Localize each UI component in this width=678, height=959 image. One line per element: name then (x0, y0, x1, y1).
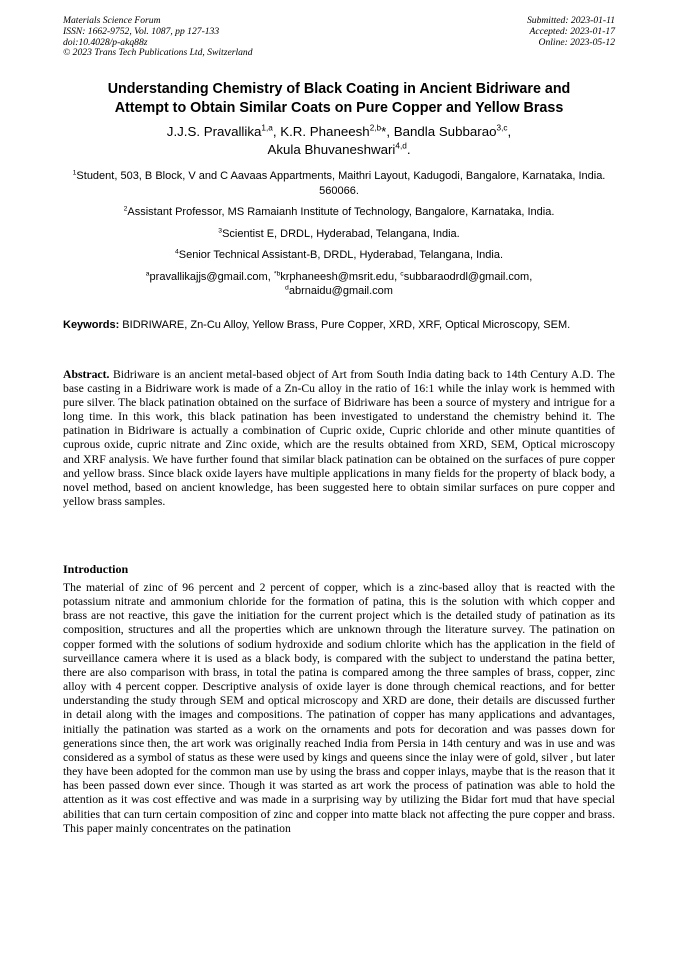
abstract (63, 368, 615, 509)
email-address[interactable]: pravallikajjs@gmail.com, (149, 270, 274, 283)
affiliation-text: Assistant Professor, MS Ramaianh Institute of Technology, Bangalore, Karnataka, India. (127, 206, 555, 218)
affiliation-text: Senior Technical Assistant-B, DRDL, Hyderabad, Telangana, India. (178, 249, 504, 261)
affiliation (63, 248, 615, 263)
author-separator: . (406, 142, 411, 157)
keywords (63, 318, 615, 333)
author-emails (63, 270, 615, 299)
affiliation (63, 169, 615, 198)
author-separator: , (272, 124, 281, 139)
author-affiliation-mark: 2,b (369, 123, 382, 133)
author-name: Akula Bhuvaneshwari (267, 142, 396, 157)
affiliation (63, 227, 615, 242)
affiliation-number: 2 (123, 205, 128, 213)
affiliation-number: 1 (72, 169, 77, 177)
email-mark: d (285, 284, 289, 292)
accepted-date: Accepted: 2023-01-17 (529, 25, 615, 37)
affiliation (63, 205, 615, 220)
affiliations (63, 169, 615, 299)
email-mark: c (400, 269, 404, 277)
journal-doi: doi:10.4028/p-akq88z (63, 36, 148, 48)
author-name: K.R. Phaneesh (280, 124, 370, 139)
affiliation-text: Scientist E, DRDL, Hyderabad, Telangana, India. (222, 227, 460, 240)
abstract-text: Bidriware is an ancient metal-based object of Art from South India dating back to 14th Century A.D. The base casting in a Bidriware work is made of a Zn-Cu alloy in the ratio of 16:1 while the inlay work is hemmed with pure silver. The black patination obtained on the surface of Bidriware has been a source of mystery and intrigue for a long time. In this work, this black patination has been investigated to understand the chemistry behind it. The patination in Bidriware is actually a combination of Cupric oxide, Cupric chloride and other minute quantities of cuprous oxide, cupric nitrate and Zinc oxide, which are the results obtained from XRD, SEM, Optical microscopy and XRF analysis. We have further found that similar black patination can be obtained on the surfaces of pure copper and yellow brass. Since black oxide layers have multiple applications in many fields for the property of black body, a novel method, based on ancient knowledge, has been suggested here to obtain similar surfaces on pure copper and yellow brass samples. (63, 368, 615, 508)
author-separator: *, (381, 124, 394, 139)
submission-dates (527, 16, 615, 48)
journal-name: Materials Science Forum (63, 15, 161, 26)
author-affiliation-mark: 1,a (261, 123, 273, 133)
abstract-label: Abstract. (63, 368, 110, 381)
email-mark: *b (273, 269, 281, 277)
affiliation-text: Student, 503, B Block, V and C Aavaas Appartments, Maithri Layout, Kadugodi, Bangalore, Karnataka, India. 560066. (76, 170, 606, 197)
introduction-text: The material of zinc of 96 percent and 2 percent of copper, which is a zinc-based alloy that is reacted with the potassium nitrate and ammonium chloride for the formation of patina, this is the solution with which copper and brass are not reactive, this gave the initiation for the current project which is the detailed study of patination as its composition, structures and all the properties which are unknown through the literature survey. The patination on copper formed with the solutions of sodium hydroxide and sodium chlorite which has the application in the field of surveillance camera where it is used as a black body, is compared with the subject to understand the patina better, there are also comparison with brass, in total the patina is compared among the three samples of brass, copper, zinc alloy with 4 percent copper. Descriptive analysis of oxide layer is done through chemical reactions, and for better understanding the study through SEM and optical microscopy and XRD are done, their details are discussed further in detail along with the images and compositions. The patination of copper has many applications and advantages, initially the patination was started as a work on the ornaments and pots for decoration and was passes down for generations since then, the art work was originally reached India from Persia in 14th century and was in use and was considered as a symbol of status as these were used by kings and queens since the inlay were of gold, silver , but later they have been adopted for the common man use by using the brass and copper inlays, maybe that is the reason that it has been passed down ever since. Though it was started as art work the process of patination was able to hold the attention as it was cost effective and was made in a surprising way by utilizing the Bidar fort mud that have special abilities that can turn certain composition of zinc and copper into matte black not affecting the pure copper and brass. This paper mainly concentrates on the patination (63, 581, 615, 835)
introduction-heading: Introduction (63, 562, 129, 576)
online-date: Online: 2023-05-12 (538, 36, 615, 48)
author-affiliation-mark: 3,c (496, 123, 508, 133)
email-mark: a (145, 269, 150, 277)
email-address[interactable]: abrnaidu@gmail.com (288, 285, 393, 297)
author-affiliation-mark: 4,d (395, 141, 407, 151)
affiliation-number: 3 (218, 226, 223, 234)
journal-copyright: © 2023 Trans Tech Publications Ltd, Switzerland (63, 47, 253, 59)
email-address[interactable]: subbaraodrdl@gmail.com, (403, 270, 533, 283)
title-line-1: Understanding Chemistry of Black Coating in Ancient Bidriware and (107, 81, 571, 97)
author-list (63, 123, 615, 159)
journal-issn: ISSN: 1662-9752, Vol. 1087, pp 127-133 (63, 25, 220, 37)
author-name: J.J.S. Pravallika (166, 124, 262, 139)
keywords-label: Keywords: (63, 319, 120, 331)
journal-info (63, 16, 253, 59)
paper-title (63, 80, 615, 117)
author-name: Bandla Subbarao (393, 124, 497, 139)
author-separator: , (507, 124, 512, 139)
affiliation-number: 4 (174, 248, 179, 256)
submitted-date: Submitted: 2023-01-11 (526, 15, 615, 26)
keywords-text: BIDRIWARE, Zn-Cu Alloy, Yellow Brass, Pure Copper, XRD, XRF, Optical Microscopy, SEM. (119, 319, 571, 331)
email-address[interactable]: krphaneesh@msrit.edu, (280, 270, 401, 283)
title-line-2: Attempt to Obtain Similar Coats on Pure Copper and Yellow Brass (114, 99, 564, 116)
